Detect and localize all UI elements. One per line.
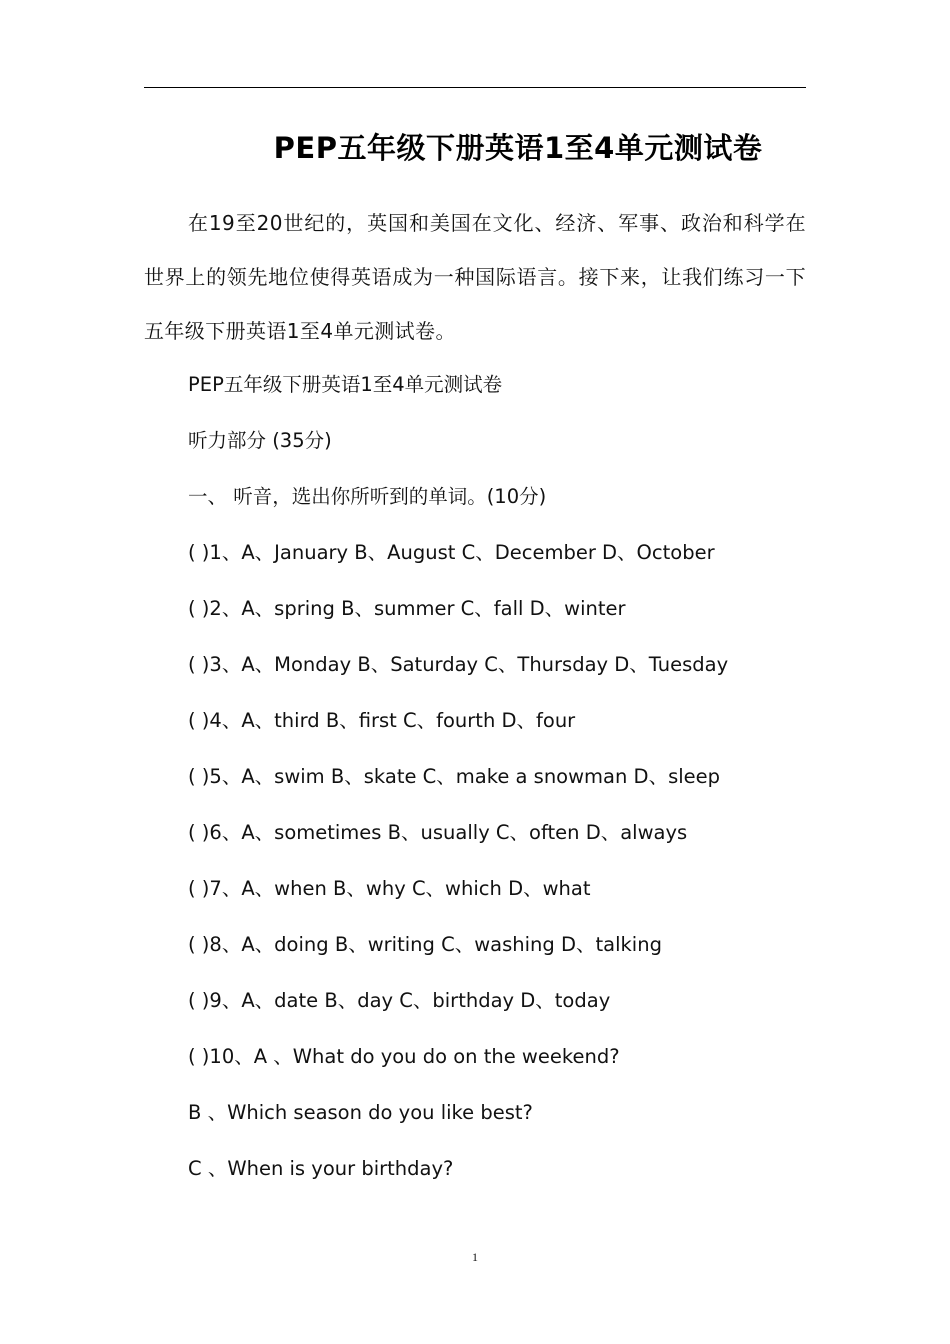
page-number: 1 — [472, 1250, 478, 1264]
question-item-5: ( )5、A、swim B、skate C、make a snowman D、sleep — [188, 765, 721, 788]
question-instruction: 一、 听音，选出你所听到的单词。(10分) — [188, 485, 547, 508]
header-rule — [144, 87, 806, 88]
document-title: PEP五年级下册英语1至4单元测试卷 — [273, 131, 763, 165]
option-c: C 、When is your birthday? — [188, 1157, 454, 1180]
question-item-8: ( )8、A、doing B、writing C、washing D、talking — [188, 933, 662, 956]
question-item-9: ( )9、A、date B、day C、birthday D、today — [188, 989, 611, 1012]
question-item-4: ( )4、A、third B、first C、fourth D、four — [188, 709, 576, 732]
intro-paragraph: 在19至20世纪的，英国和美国在文化、经济、军事、政治和科学在世界上的领先地位使得英语成为一种国际语言。接下来，让我们练习一下五年级下册英语1至4单元测试卷。 — [144, 211, 806, 343]
option-b: B 、Which season do you like best? — [188, 1101, 533, 1124]
question-item-1: ( )1、A、January B、August C、December D、October — [188, 541, 715, 564]
listening-heading: 听力部分 (35分) — [188, 429, 332, 452]
question-item-7: ( )7、A、when B、why C、which D、what — [188, 877, 591, 900]
section-title: PEP五年级下册英语1至4单元测试卷 — [188, 373, 503, 396]
question-item-6: ( )6、A、sometimes B、usually C、often D、always — [188, 821, 688, 844]
question-item-2: ( )2、A、spring B、summer C、fall D、winter — [188, 597, 626, 620]
question-item-3: ( )3、A、Monday B、Saturday C、Thursday D、Tuesday — [188, 653, 729, 676]
question-item-10: ( )10、A 、What do you do on the weekend? — [188, 1045, 620, 1068]
